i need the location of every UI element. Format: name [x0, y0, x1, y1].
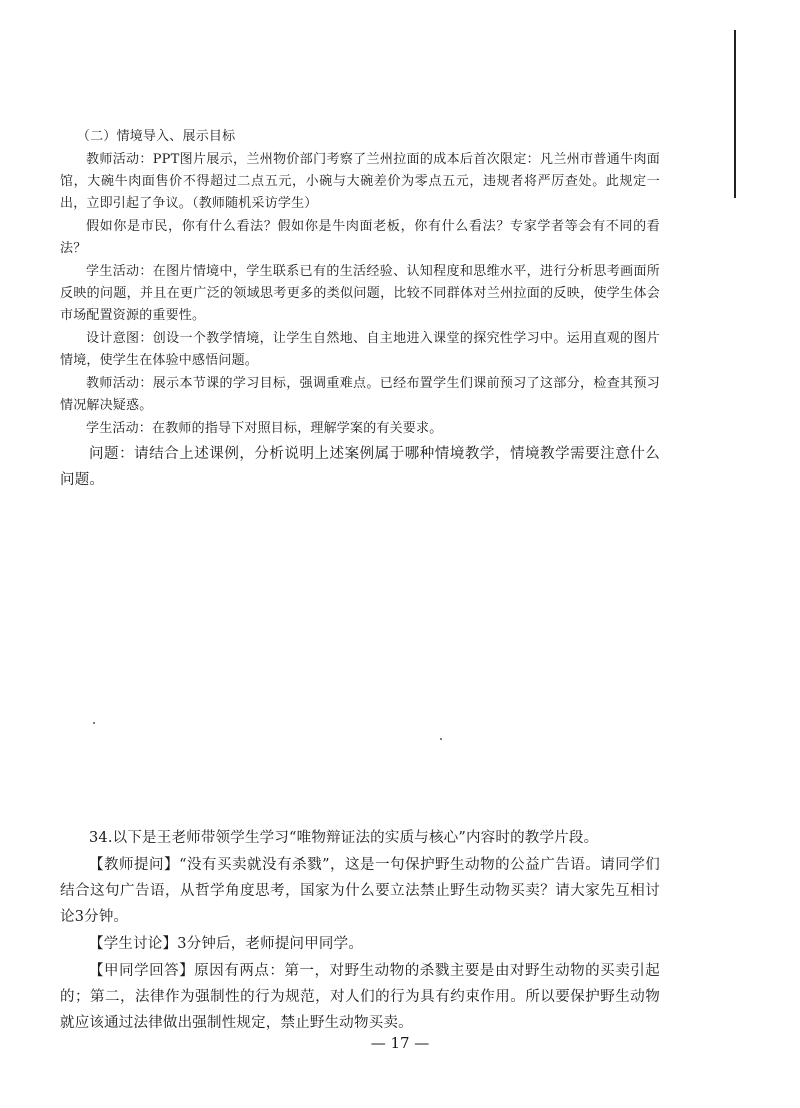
teacher-goals-paragraph: 教师活动：展示本节课的学习目标，强调重难点。已经布置学生们课前预习了这部分，检查其预习情况解决疑惑。 [60, 376, 660, 413]
scan-speck [93, 722, 95, 724]
student-activity-paragraph: 学生活动：在图片情境中，学生联系已有的生活经验、认知程度和思维水平，进行分析思考画面所反映的问题，并且在更广泛的领域思考更多的类似问题，比较不同群体对兰州拉面的反映，使学生体会市场配置资源的重要性。 [60, 264, 660, 323]
binding-margin-line [734, 30, 736, 198]
section-question-34 [60, 825, 660, 1037]
design-intent-paragraph: 设计意图：创设一个教学情境，让学生自然地、自主地进入课堂的探究性学习中。运用直观的图片情境，使学生在体验中感悟问题。 [60, 331, 660, 368]
page-number: — 17 — [370, 1034, 430, 1052]
student-answer-paragraph: 【甲同学回答】原因有两点：第一，对野生动物的杀戮主要是由对野生动物的买卖引起的；第二，法律作为强制性的行为规范，对人们的行为具有约束作用。所以要保护野生动物就应该通过法律做出强制性规定，禁止野生动物买卖。 [60, 963, 660, 1031]
teacher-question-paragraph: 【教师提问】“没有买卖就没有杀戮”，这是一句保护野生动物的公益广告语。请同学们结合这句广告语，从哲学角度思考，国家为什么要立法禁止野生动物买卖？请大家先互相讨论3分钟。 [60, 857, 660, 925]
section-heading: （二）情境导入、展示目标 [76, 129, 236, 144]
teacher-activity-paragraph: 教师活动：PPT图片展示，兰州物价部门考察了兰州拉面的成本后首次限定：凡兰州市普通牛肉面馆，大碗牛肉面售价不得超过二点五元，小碗与大碗差价为零点五元，违规者将严厉查处。此规定一出，立即引起了争议。（教师随机采访学生） [60, 152, 660, 211]
student-discussion-paragraph: 【学生讨论】3分钟后，老师提问甲同学。 [89, 936, 364, 952]
section-situation-intro [60, 126, 660, 494]
question-34-intro: 34.以下是王老师带领学生学习“唯物辩证法的实质与核心”内容时的教学片段。 [89, 830, 599, 846]
student-goals-paragraph: 学生活动：在教师的指导下对照目标，理解学案的有关要求。 [86, 421, 443, 436]
question-paragraph: 问题：请结合上述课例，分析说明上述案例属于哪种情境教学，情境教学需要注意什么问题。 [60, 446, 660, 488]
role-questions-paragraph: 假如你是市民，你有什么看法？假如你是牛肉面老板，你有什么看法？专家学者等会有不同的看法？ [60, 219, 660, 256]
scan-speck [440, 738, 442, 740]
